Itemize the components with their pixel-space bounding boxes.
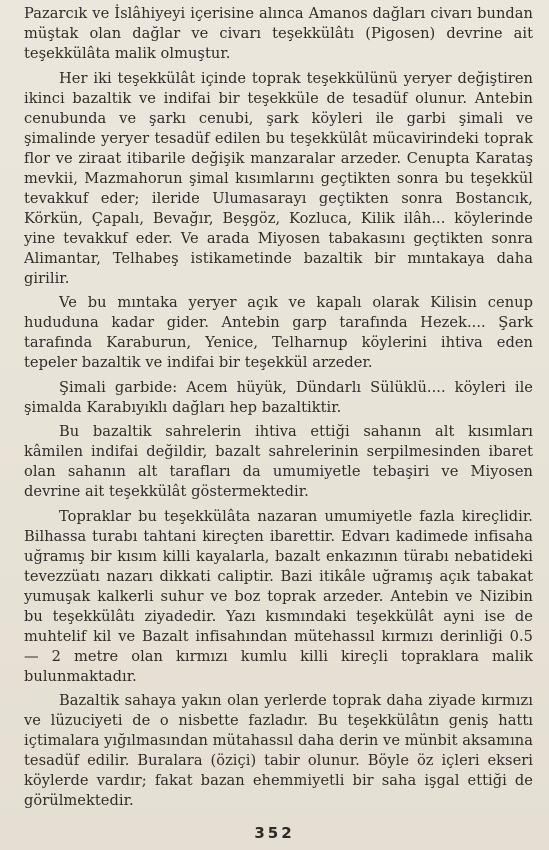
paragraph-2: Her iki teşekkülât içinde toprak teşekkülünü yeryer değiştiren ikinci bazaltik ve indifai bir teşekküle de tesadüf olunur. Antebin cenubunda ve şarkı cenubi, şark köyleri ile garbi şimali ve şimalinde yeryer tesadüf edilen bu teşekkülât mücavirindeki toprak flor ve ziraat itibarile değişik manzaralar arzeder. Cenupta Karataş mevkii, Mazmahorun şimal kısımlarını geçtikten sonra bu teşekkül tevakkuf eder; ileride Ulumasarayı geçtikten sonra Bostancık, Körkün, Çapalı, Bevağır, Beşgöz, Kozluca, Kilik ilâh... köylerinde yine tevakkuf eder. Ve arada Miyosen tabakasını geçtikten sonra Alimantar, Telhabeş istikametinde bazaltik bir mıntakaya daha girilir. <box>24 69 533 287</box>
paragraph-6: Topraklar bu teşekkülâta nazaran umumiyetle fazla kireçlidir. Bilhassa turabı tahtani kireçten ibarettir. Edvarı kadimede infisaha uğramış bir kısım killi kayalarla, bazalt enkazının türabı nebatideki tevezzüatı nazarı dikkati caliptir. Bazi itikâle uğramış açık tabakat yumuşak kalkerli suhur ve boz toprak arzeder. Antebin ve Nizibin bu teşekkülâtı ziyadedir. Yazı kısmındaki teşekkülât ayni ise de muhtelif kil ve Bazalt infisahından mütehassıl kırmızı derinliği 0.5 — 2 metre olan kırmızı kumlu killi kireçli topraklara malik bulunmaktadır. <box>24 507 533 685</box>
paragraph-7: Bazaltik sahaya yakın olan yerlerde toprak daha ziyade kırmızı ve lüzuciyeti de o nisbette fazladır. Bu teşekkülâtın geniş hattı içtimalara yığılmasından mütahassıl daha derin ve münbit aksamına tesadüf edilir. Buralara (öziçi) tabir olunur. Böyle öz içleri ekseri köylerde vardır; fakat bazan ehemmiyetli bir saha işgal ettiği de görülmektedir. <box>24 692 533 809</box>
paragraph-4: Şimali garbide: Acem hüyük, Dündarlı Sülüklü.... köyleri ile şimalda Karabıyıklı dağları hep bazaltiktir. <box>24 378 533 416</box>
paragraph-1: Pazarcık ve İslâhiyeyi içerisine alınca Amanos dağları civarı bundan müştak olan dağlar ve civarı teşekkülâtı (Pigosen) devrine ait teşekkülâta malik olmuştur. <box>24 5 533 62</box>
paragraph-3: Ve bu mıntaka yeryer açık ve kapalı olarak Kilisin cenup hududuna kadar gider. Antebin garp tarafında Hezek.... Şark tarafında Karaburun, Yenice, Telharnup köylerini ihtiva eden tepeler bazaltik ve indifai bir teşekkül arzeder. <box>24 294 533 371</box>
page-number: 352 <box>254 824 295 842</box>
paragraph-5: Bu bazaltik sahrelerin ihtiva ettiği sahanın alt kısımları kâmilen indifai değildir, bazalt sahrelerinin serpilmesinden ibaret olan sahanın alt tarafları da umumiyetle tebaşiri ve Miyosen devrine ait teşekkülât göstermektedir. <box>24 423 533 500</box>
